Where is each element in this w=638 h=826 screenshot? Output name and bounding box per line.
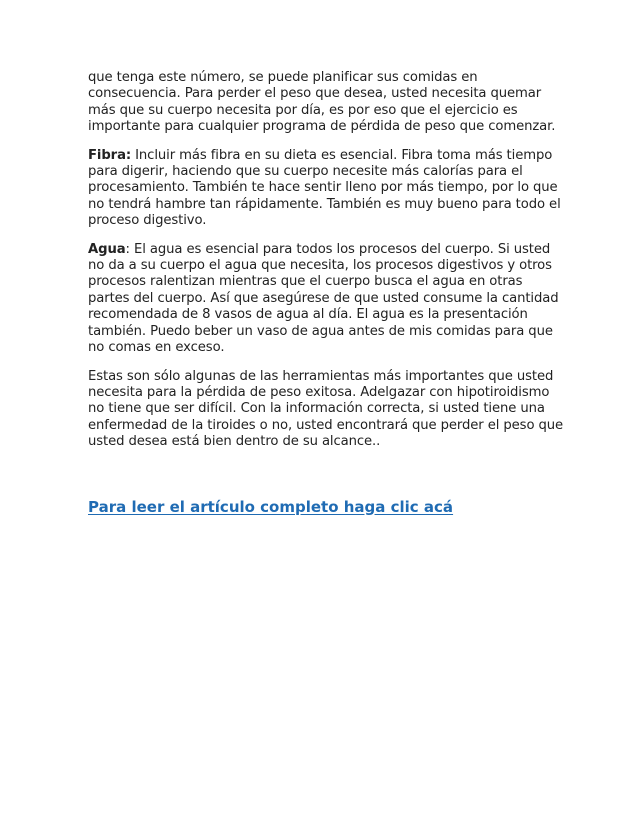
text-line: no tendrá hambre tan rápidamente. También es muy bueno para todo el <box>88 196 561 212</box>
document-page <box>88 70 564 516</box>
fiber-text: Incluir más fibra en su dieta es esencial. Fibra toma más tiempo <box>131 147 553 163</box>
water-text: : El agua es esencial para todos los procesos del cuerpo. Si usted <box>125 241 551 257</box>
fiber-label: Fibra: <box>88 147 132 163</box>
read-full-article-link[interactable]: Para leer el artículo completo haga clic acá <box>88 497 454 516</box>
paragraph-water <box>88 242 558 357</box>
text-line <box>88 148 558 164</box>
paragraph-fiber <box>88 147 561 230</box>
text-line: que tenga este número, se puede planificar sus comidas en <box>88 70 478 85</box>
text-line: enfermedad de la tiroides o no, usted encontrará que perder el peso que <box>88 417 564 433</box>
paragraph-conclusion <box>88 368 564 451</box>
text-line: importante para cualquier programa de pérdida de peso que comenzar. <box>88 119 556 135</box>
text-line: no tiene que ser difícil. Con la información correcta, si usted tiene una <box>88 401 545 417</box>
text-line: también. Puedo beber un vaso de agua antes de mis comidas para que <box>88 323 553 339</box>
text-line: proceso digestivo. <box>88 213 207 229</box>
text-line: procesos ralentizan mientras que el cuerpo busca el agua en otras <box>88 274 523 290</box>
text-line: para digerir, haciendo que su cuerpo necesite más calorías para el <box>88 164 523 180</box>
text-line <box>88 242 558 258</box>
paragraph-calories <box>88 70 558 136</box>
text-line: procesamiento. También te hace sentir lleno por más tiempo, por lo que <box>88 180 558 196</box>
text-line: consecuencia. Para perder el peso que desea, usted necesita quemar <box>88 86 542 102</box>
text-line: usted desea está bien dentro de su alcance.. <box>88 434 381 450</box>
water-label: Agua <box>88 241 126 257</box>
text-line: partes del cuerpo. Así que asegúrese de que usted consume la cantidad <box>88 290 559 306</box>
text-line: más que su cuerpo necesita por día, es por eso que el ejercicio es <box>88 102 518 118</box>
text-line: Estas son sólo algunas de las herramientas más importantes que usted <box>88 368 554 384</box>
text-line: recomendada de 8 vasos de agua al día. El agua es la presentación <box>88 307 528 323</box>
text-line: no comas en exceso. <box>88 340 225 356</box>
link-container <box>88 497 558 516</box>
text-line: necesita para la pérdida de peso exitosa. Adelgazar con hipotiroidismo <box>88 384 550 400</box>
text-line: no da a su cuerpo el agua que necesita, los procesos digestivos y otros <box>88 258 552 274</box>
